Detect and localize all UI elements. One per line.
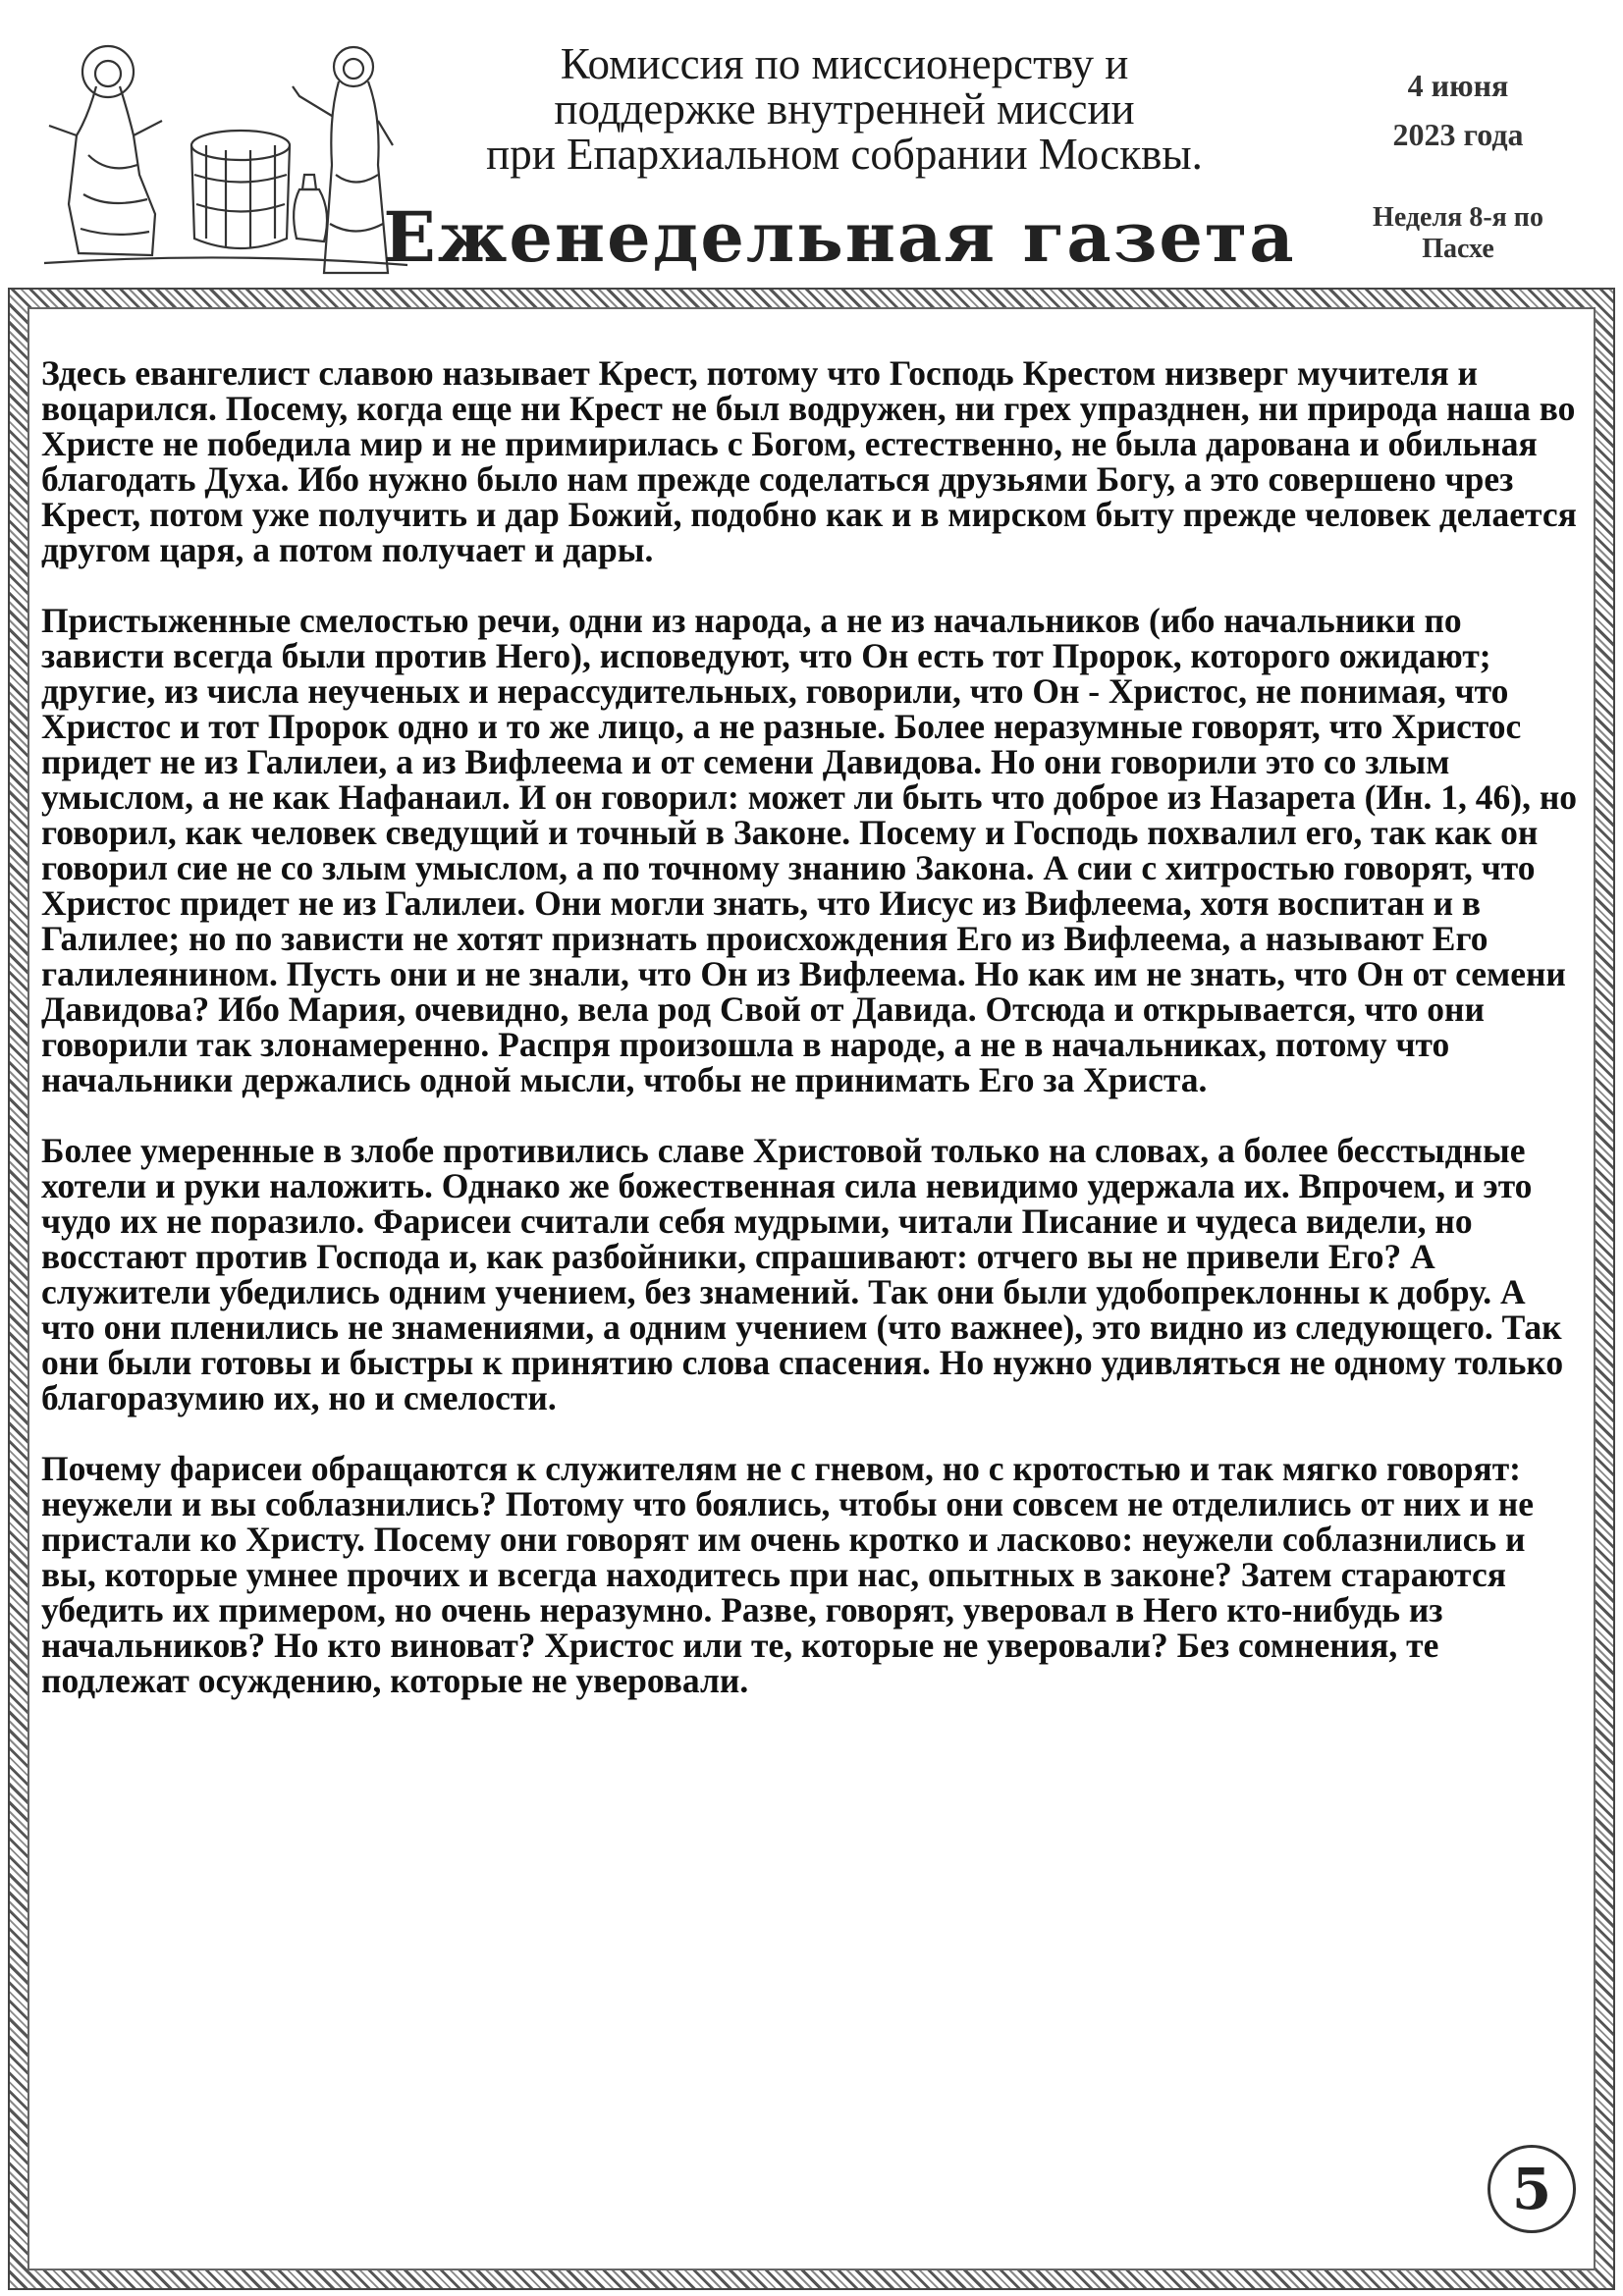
issue-date-day: 4 июня — [1407, 68, 1509, 103]
newspaper-masthead: Еженедельная газета — [383, 196, 1296, 278]
commission-title — [412, 41, 1276, 177]
commission-line: при Епархиальном собрании Москвы. — [486, 130, 1203, 179]
commission-line: поддержке внутренней миссии — [554, 84, 1135, 133]
christ-and-samaritan-woman-illustration — [39, 27, 412, 283]
article-body — [41, 355, 1588, 1734]
article-paragraph: Почему фарисеи обращаются к служителям не с гневом, но с кротостью и так мягко говорят: неужели и вы соблазнились? Потому что боялись, чтобы они совсем не отделились от них и не пристали ко Христу. Посему они говорят им очень кротко и ласково: неужели соблазнились и вы, которые умнее прочих и всегда находитесь при нас, опытных в законе? Затем стараются убедить их примером, но очень неразумно. Разве, говорят, уверовал в Него кто-нибудь из начальников? Но кто виноват? Христос или те, которые не уверовали? Без сомнения, те подлежат осуждению, которые не уверовали. — [41, 1449, 1534, 1700]
liturgical-week — [1335, 202, 1581, 265]
page-number: 5 — [1488, 2145, 1576, 2233]
header — [0, 0, 1623, 285]
commission-line: Комиссия по миссионерству и — [560, 39, 1129, 88]
article-paragraph: Более умеренные в злобе противились славе Христовой только на словах, а более бесстыдные хотели и руки наложить. Однако же божественная сила невидимо удержала их. Впрочем, и это чудо их не поразило. Фарисеи считали себя мудрыми, читали Писание и чудеса видели, но восстают против Господа и, как разбойники, спрашивают: отчего вы не привели Его? А служители убедились одним учением, без знамений. Так они были удобопреклонны к добру. А что они пленились не знамениями, а одним учением (что важнее), это видно из следующего. Так они были готовы и быстры к принятию слова спасения. Но нужно удивляться не одному только благоразумию их, но и смелости. — [41, 1131, 1564, 1417]
article-paragraph: Здесь евангелист славою называет Крест, потому что Господь Крестом низверг мучителя и воцарился. Посему, когда еще ни Крест не был водружен, ни грех упразднен, ни природа наша во Христе не победила мир и не примирилась с Богом, естественно, не была дарована и обильная благодать Духа. Ибо нужно было нам прежде соделаться друзьями Богу, а это совершено чрез Крест, потом уже получить и дар Божий, подобно как и в мирском быту прежде человек делается другом царя, а потом получает и дары. — [41, 353, 1577, 569]
liturgical-week-line: Пасхе — [1422, 234, 1494, 264]
article-paragraph: Пристыженные смелостью речи, одни из народа, а не из начальников (ибо начальники по зависти всегда были против Него), исповедуют, что Он есть тот Пророк, которого ожидают; другие, из числа неученых и нерассудительных, говорили, что Он - Христос, не понимая, что Христос и тот Пророк одно и то же лицо, а не разные. Более неразумные говорят, что Христос придет не из Галилеи, а из Вифлеема и от семени Давидова. Но они говорили это со злым умыслом, а не как Нафанаил. И он говорил: может ли быть что доброе из Назарета (Ин. 1, 46), но говорил, как человек сведущий и точный в Законе. Посему и Господь похвалил его, так как он говорил сие не со злым умыслом, а по точному знанию Закона. А сии с хитростью говорят, что Христос придет не из Галилеи. Они могли знать, что Иисус из Вифлеема, хотя воспитан и в Галилее; но по зависти не хотят признать происхождения Его из Вифлеема, а называют Его галилеянином. Пусть они и не знали, что Он из Вифлеема. Но как им не знать, что Он от семени Давидова? Ибо Мария, очевидно, вела род Свой от Давида. Отсюда и открывается, что они говорили так злонамеренно. Распря произошла в народе, а не в начальниках, потому что начальники держались одной мысли, чтобы не принимать Его за Христа. — [41, 601, 1578, 1099]
issue-date — [1335, 61, 1581, 159]
issue-date-year: 2023 года — [1392, 117, 1524, 152]
liturgical-week-line: Неделя 8-я по — [1373, 202, 1543, 233]
